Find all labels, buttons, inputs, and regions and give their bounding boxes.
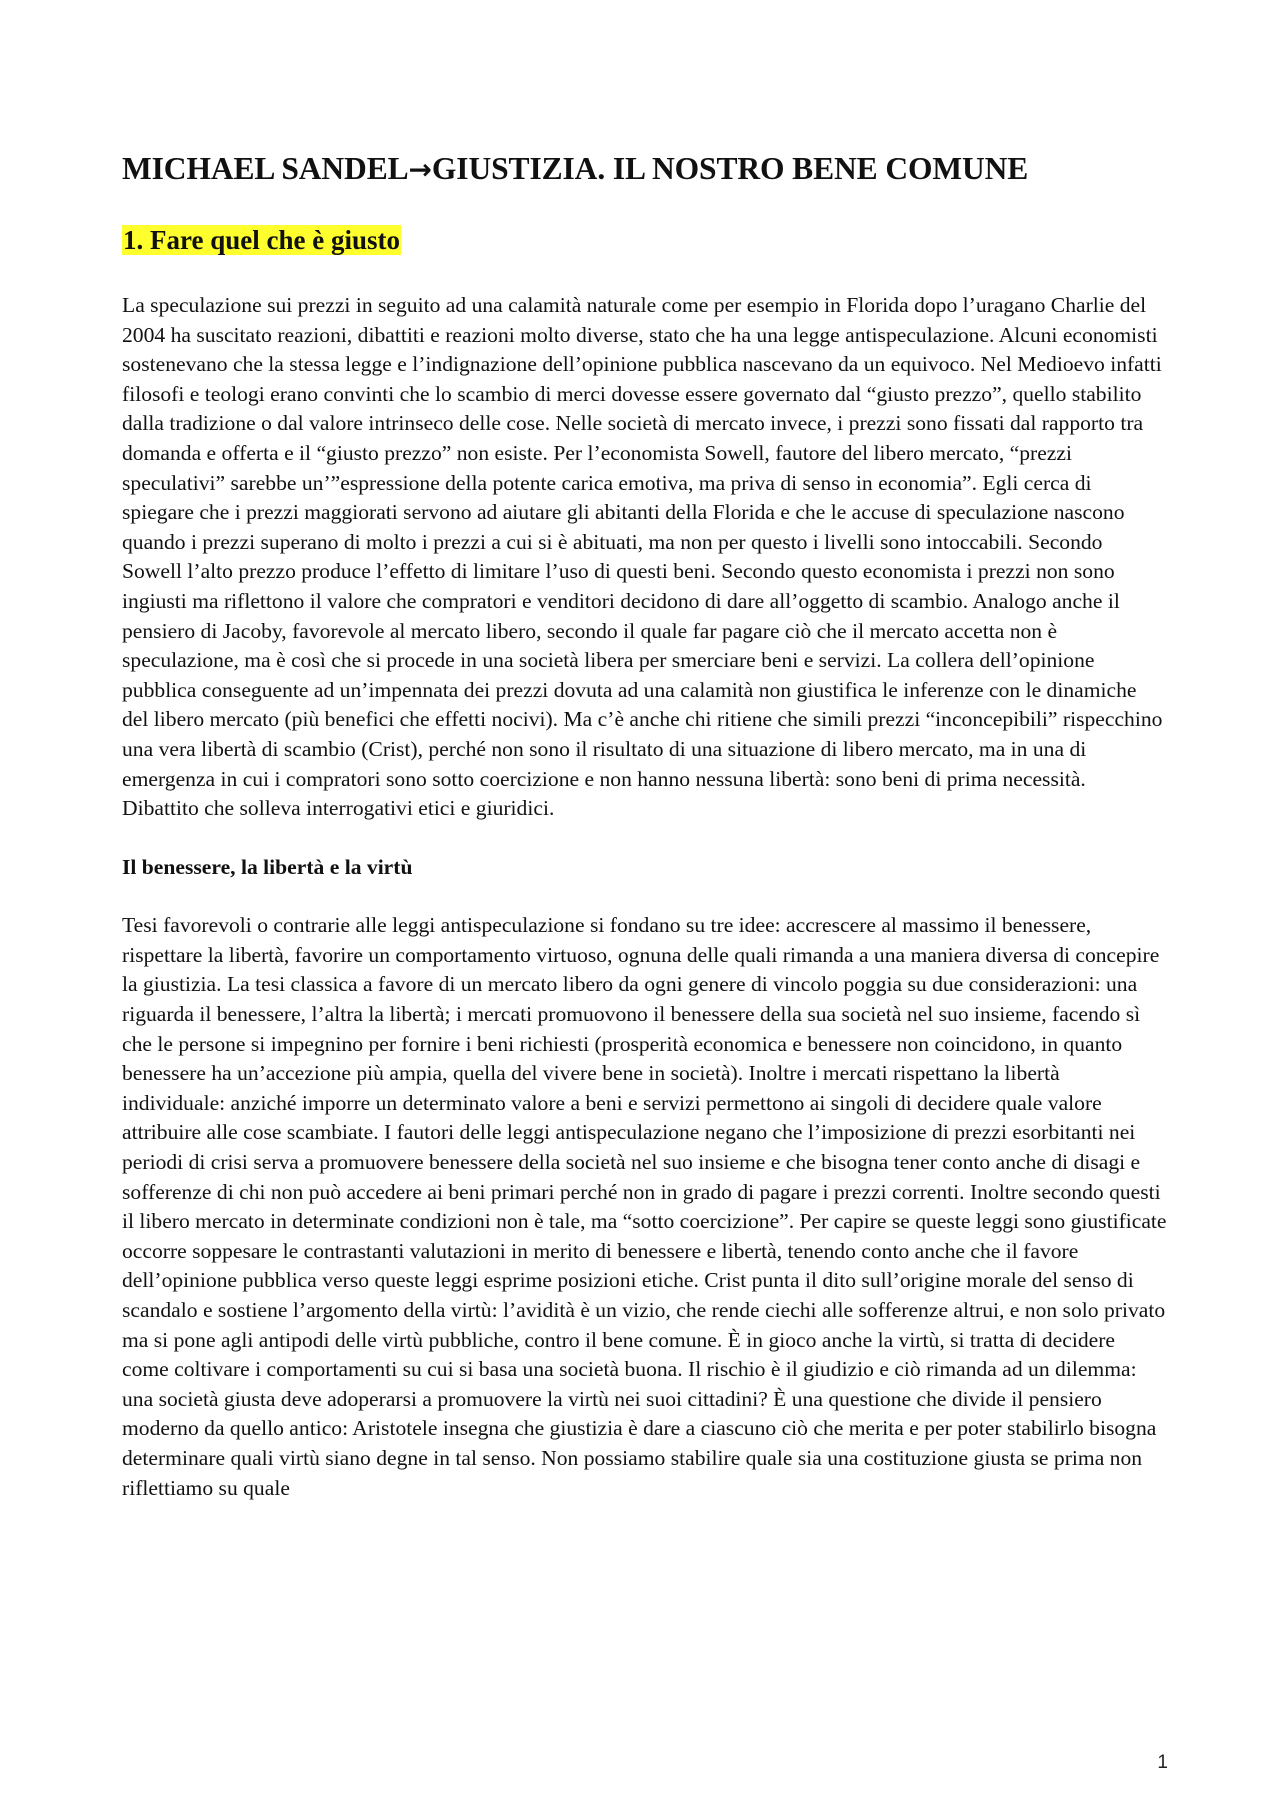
- section-heading: [122, 223, 1167, 257]
- title-book: GIUSTIZIA. IL NOSTRO BENE COMUNE: [431, 151, 1029, 186]
- title-author: MICHAEL SANDEL: [122, 151, 409, 186]
- document-title: [122, 150, 1167, 189]
- page-number: 1: [1157, 1752, 1168, 1773]
- body-paragraph-1: La speculazione sui prezzi in seguito ad una calamità naturale come per esempio in Florida dopo l’uragano Charlie del 2004 ha suscitato reazioni, dibattiti e reazioni molto diverse, stato che ha una legge antispeculazione. Alcuni economisti sostenevano che la stessa legge e l’indignazione dell’opinione pubblica nascevano da un equivoco. Nel Medioevo infatti filosofi e teologi erano convinti che lo scambio di merci dovesse essere governato dal “giusto prezzo”, quello stabilito dalla tradizione o dal valore intrinseco delle cose. Nelle società di mercato invece, i prezzi sono fissati dal rapporto tra domanda e offerta e il “giusto prezzo” non esiste. Per l’economista Sowell, fautore del libero mercato, “prezzi speculativi” sarebbe un’”espressione della potente carica emotiva, ma priva di senso in economia”. Egli cerca di spiegare che i prezzi maggiorati servono ad aiutare gli abitanti della Florida e che le accuse di speculazione nascono quando i prezzi superano di molto i prezzi a cui si è abituati, ma non per questo i livelli sono intoccabili. Secondo Sowell l’alto prezzo produce l’effetto di limitare l’uso di questi beni. Secondo questo economista i prezzi non sono ingiusti ma riflettono il valore che compratori e venditori decidono di dare all’oggetto di scambio. Analogo anche il pensiero di Jacoby, favorevole al mercato libero, secondo il quale far pagare ciò che il mercato accetta non è speculazione, ma è così che si procede in una società libera per smerciare beni e servizi. La collera dell’opinione pubblica conseguente ad un’impennata dei prezzi dovuta ad una calamità non giustifica le inferenze con le dinamiche del libero mercato (più benefici che effetti nocivi). Ma c’è anche chi ritiene che simili prezzi “inconcepibili” rispecchino una vera libertà di scambio (Crist), perché non sono il risultato di una situazione di libero mercato, ma in una di emergenza in cui i compratori sono sotto coercizione e non hanno nessuna libertà: sono beni di prima necessità. Dibattito che solleva interrogativi etici e giuridici.: [122, 293, 1163, 821]
- highlighted-section-title: 1. Fare quel che è giusto: [123, 225, 400, 255]
- body-paragraph-2: Tesi favorevoli o contrarie alle leggi antispeculazione si fondano su tre idee: accrescere al massimo il benessere, rispettare la libertà, favorire un comportamento virtuoso, ognuna delle quali rimanda a una maniera diversa di concepire la giustizia. La tesi classica a favore di un mercato libero da ogni genere di vincolo poggia su due considerazioni: una riguarda il benessere, l’altra la libertà; i mercati promuovono il benessere della sua società nel suo insieme, facendo sì che le persone si impegnino per fornire i beni richiesti (prosperità economica e benessere non coincidono, in quanto benessere ha un’accezione più ampia, quella del vivere bene in società). Inoltre i mercati rispettano la libertà individuale: anziché imporre un determinato valore a beni e servizi permettono ai singoli di decidere quale valore attribuire alle cose scambiate. I fautori delle leggi antispeculazione negano che l’imposizione di prezzi esorbitanti nei periodi di crisi serva a promuovere benessere della società nel suo insieme e che bisogna tener conto anche di disagi e sofferenze di chi non può accedere ai beni primari perché non in grado di pagare i prezzi correnti. Inoltre secondo questi il libero mercato in determinate condizioni non è tale, ma “sotto coercizione”. Per capire se queste leggi sono giustificate occorre soppesare le contrastanti valutazioni in merito di benessere e libertà, tenendo conto anche che il favore dell’opinione pubblica verso queste leggi esprime posizioni etiche. Crist punta il dito sull’origine morale del senso di scandalo e sostiene l’argomento della virtù: l’avidità è un vizio, che rende ciechi alle sofferenze altrui, e non solo privato ma si pone agli antipodi delle virtù pubbliche, contro il bene comune. È in gioco anche la virtù, si tratta di decidere come coltivare i comportamenti su cui si basa una società buona. Il rischio è il giudizio e ciò rimanda ad un dilemma: una società giusta deve adoperarsi a promuovere la virtù nei suoi cittadini? È una questione che divide il pensiero moderno da quello antico: Aristotele insegna che giustizia è dare a ciascuno ciò che merita e per poter stabilirlo bisogna determinare quali virtù siano degne in tal senso. Non possiamo stabilire quale sia una costituzione giusta se prima non riflettiamo su quale: [122, 913, 1167, 1500]
- sub-heading: Il benessere, la libertà e la virtù: [122, 854, 413, 879]
- document-page: [122, 150, 1167, 1503]
- right-arrow-icon: →: [408, 153, 432, 186]
